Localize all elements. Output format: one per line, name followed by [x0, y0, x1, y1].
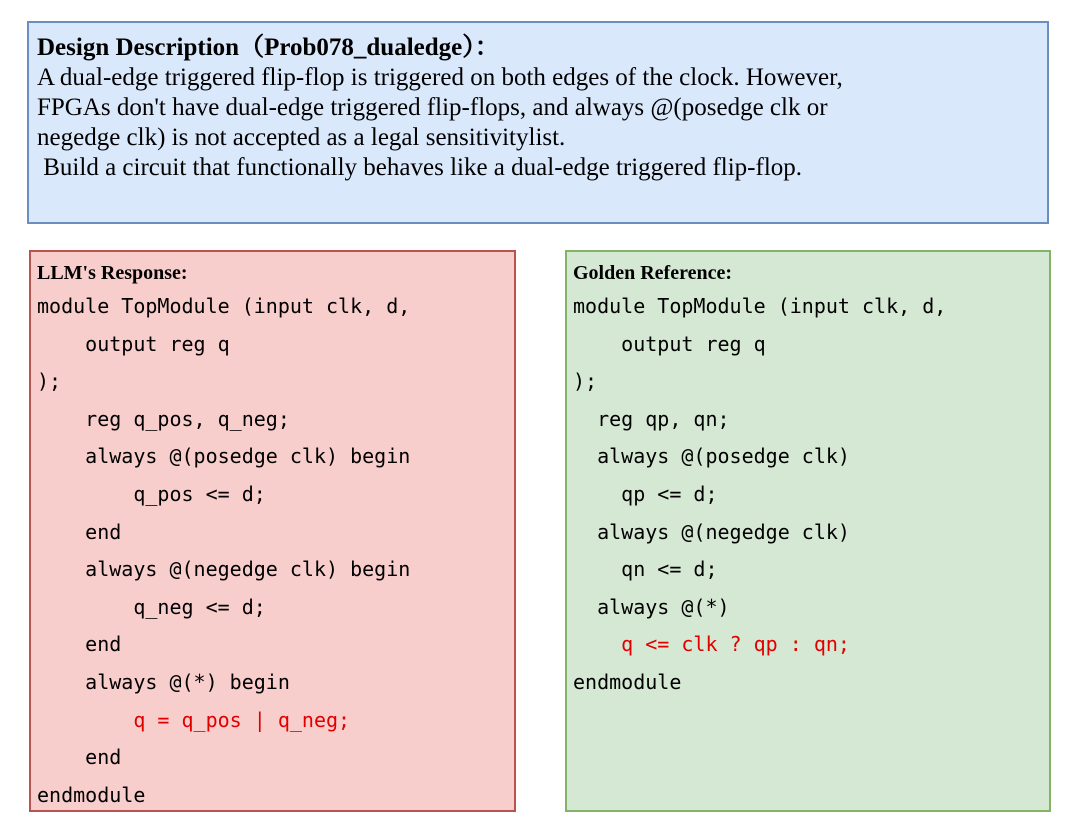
- code-line: output reg q: [37, 331, 230, 356]
- code-line: module TopModule (input clk, d,: [37, 294, 411, 318]
- highlighted-code-line: q = q_pos | q_neg;: [37, 707, 351, 732]
- code-line: always @(posedge clk): [573, 444, 850, 469]
- code-line: );: [573, 369, 598, 394]
- description-line: A dual-edge triggered flip-flop is triggered on both edges of the clock. However,: [37, 64, 843, 91]
- code-line: always @(negedge clk): [573, 519, 850, 544]
- code-line: q_pos <= d;: [37, 481, 266, 506]
- code-line: always @(negedge clk) begin: [37, 557, 411, 582]
- code-line: );: [37, 369, 62, 394]
- code-line: endmodule: [573, 669, 682, 694]
- code-line: end: [37, 632, 122, 657]
- code-line: qn <= d;: [573, 557, 718, 582]
- description-line: Build a circuit that functionally behaves like a dual-edge triggered flip-flop.: [37, 154, 803, 181]
- code-line: reg q_pos, q_neg;: [37, 406, 290, 431]
- llm-response-heading: LLM's Response:: [37, 262, 188, 284]
- code-line: end: [37, 745, 122, 770]
- code-line: module TopModule (input clk, d,: [573, 294, 947, 318]
- design-description-title: Design Description（Prob078_dualedge）：: [37, 34, 500, 61]
- highlighted-code-line: q <= clk ? qp : qn;: [573, 632, 850, 657]
- design-description-box: [27, 21, 1049, 224]
- code-line: q_neg <= d;: [37, 594, 266, 619]
- description-line: negedge clk) is not accepted as a legal sensitivitylist.: [37, 124, 566, 151]
- code-line: reg qp, qn;: [573, 406, 730, 431]
- llm-response-box: [29, 250, 516, 812]
- code-line: endmodule: [37, 782, 146, 807]
- code-line: end: [37, 519, 122, 544]
- code-line: output reg q: [573, 331, 766, 356]
- code-line: always @(posedge clk) begin: [37, 444, 411, 469]
- golden-reference-heading: Golden Reference:: [573, 262, 733, 284]
- code-line: always @(*): [573, 594, 730, 619]
- code-line: always @(*) begin: [37, 669, 290, 694]
- description-line: FPGAs don't have dual-edge triggered flip-flops, and always @(posedge clk or: [37, 94, 828, 121]
- golden-reference-box: [565, 250, 1051, 812]
- code-line: qp <= d;: [573, 481, 718, 506]
